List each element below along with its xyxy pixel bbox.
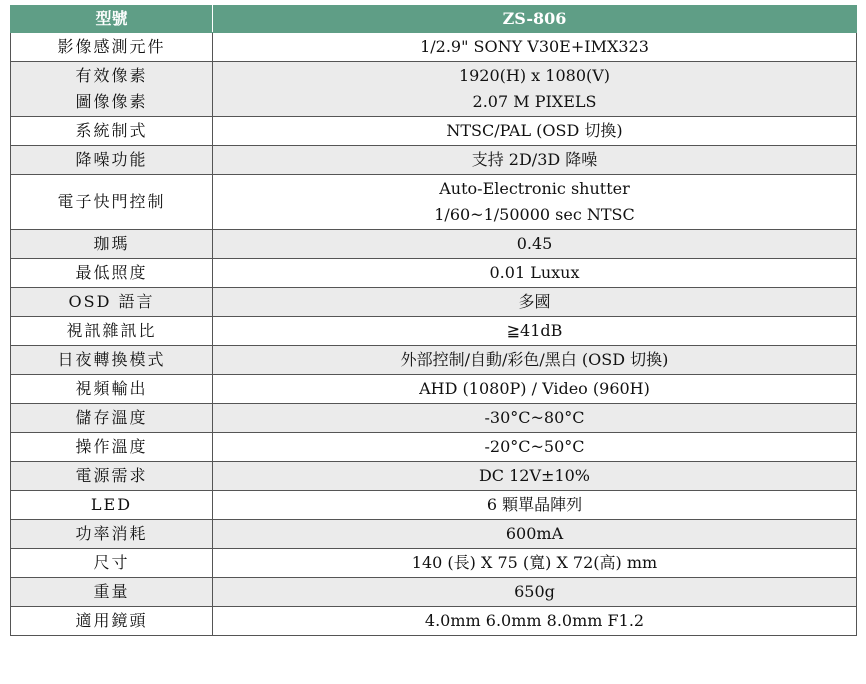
table-row-power-supply	[11, 462, 857, 491]
row-label	[11, 62, 213, 117]
row-value: 1/2.9" SONY V30E+IMX323	[213, 33, 857, 62]
row-label: 操作溫度	[11, 433, 213, 462]
row-value: 140 (長) X 75 (寬) X 72(高) mm	[213, 549, 857, 578]
table-row-operating-temp	[11, 433, 857, 462]
row-label-line: 有效像素	[75, 66, 148, 85]
table-row-day-night	[11, 346, 857, 375]
row-label: 適用鏡頭	[11, 607, 213, 636]
table-row-pixels	[11, 62, 857, 117]
row-value: 0.01 Luxux	[213, 259, 857, 288]
row-label: 日夜轉換模式	[11, 346, 213, 375]
row-label: 珈瑪	[11, 230, 213, 259]
row-value-line: 2.07 M PIXELS	[472, 92, 597, 111]
row-value: 0.45	[213, 230, 857, 259]
row-label: LED	[11, 491, 213, 520]
row-value: ≧41dB	[213, 317, 857, 346]
table-row-dimensions	[11, 549, 857, 578]
spec-table	[10, 5, 857, 636]
row-value-line: 1920(H) x 1080(V)	[458, 66, 611, 85]
row-value-line: 1/60~1/50000 sec NTSC	[434, 205, 635, 224]
row-value: 外部控制/自動/彩色/黑白 (OSD 切換)	[213, 346, 857, 375]
table-row-shutter	[11, 175, 857, 230]
table-row-storage-temp	[11, 404, 857, 433]
row-label-line: 圖像像素	[75, 92, 148, 111]
row-value: DC 12V±10%	[213, 462, 857, 491]
row-value: -20°C~50°C	[213, 433, 857, 462]
row-value: 支持 2D/3D 降噪	[213, 146, 857, 175]
row-label: 系統制式	[11, 117, 213, 146]
header-row	[11, 6, 857, 33]
table-row-led	[11, 491, 857, 520]
row-label: 重量	[11, 578, 213, 607]
row-value: -30°C~80°C	[213, 404, 857, 433]
row-value	[213, 62, 857, 117]
row-label: OSD 語言	[11, 288, 213, 317]
row-value-line: Auto-Electronic shutter	[439, 179, 630, 198]
row-label: 最低照度	[11, 259, 213, 288]
table-row-weight	[11, 578, 857, 607]
table-row-gamma	[11, 230, 857, 259]
row-label: 電子快門控制	[11, 175, 213, 230]
row-label: 降噪功能	[11, 146, 213, 175]
row-label: 儲存溫度	[11, 404, 213, 433]
table-row-noise-reduction	[11, 146, 857, 175]
row-label: 功率消耗	[11, 520, 213, 549]
table-row-video-output	[11, 375, 857, 404]
row-label: 影像感測元件	[11, 33, 213, 62]
table-row-power-consumption	[11, 520, 857, 549]
row-value: NTSC/PAL (OSD 切換)	[213, 117, 857, 146]
table-row-sensor	[11, 33, 857, 62]
row-value: 6 顆單晶陣列	[213, 491, 857, 520]
row-value: 650g	[213, 578, 857, 607]
row-value: AHD (1080P) / Video (960H)	[213, 375, 857, 404]
table-row-system	[11, 117, 857, 146]
row-value: 4.0mm 6.0mm 8.0mm F1.2	[213, 607, 857, 636]
table-row-osd-language	[11, 288, 857, 317]
spec-table-body	[11, 33, 857, 636]
table-row-min-illumination	[11, 259, 857, 288]
row-label: 視頻輸出	[11, 375, 213, 404]
header-label: 型號	[11, 6, 213, 33]
row-value	[213, 175, 857, 230]
row-value: 多國	[213, 288, 857, 317]
spec-table-header	[11, 6, 857, 33]
table-row-snr	[11, 317, 857, 346]
row-label: 電源需求	[11, 462, 213, 491]
table-row-lens	[11, 607, 857, 636]
row-label: 視訊雜訊比	[11, 317, 213, 346]
row-label: 尺寸	[11, 549, 213, 578]
row-value: 600mA	[213, 520, 857, 549]
header-model: ZS-806	[213, 6, 857, 33]
